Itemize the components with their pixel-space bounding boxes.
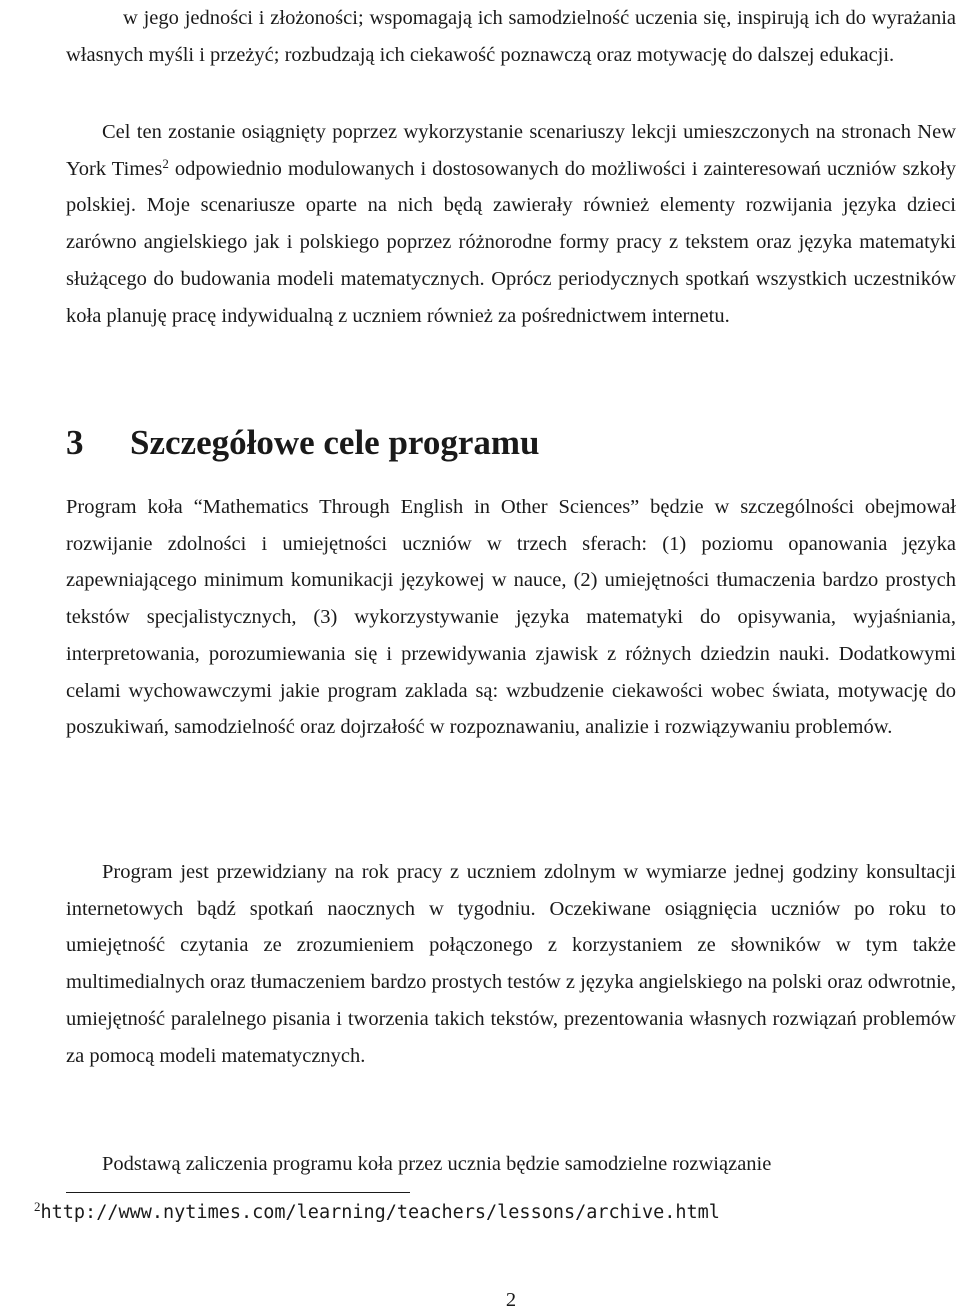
paragraph-text: Podstawą zaliczenia programu koła przez ucznia będzie samodzielne rozwiązanie	[102, 1153, 772, 1175]
section-title: Szczegółowe cele programu	[130, 423, 540, 462]
document-page	[34, 0, 956, 1311]
page-number: 2	[505, 1289, 517, 1311]
paragraph	[66, 489, 956, 746]
paragraph	[66, 1146, 956, 1183]
footnote	[34, 1198, 934, 1228]
paragraph	[66, 854, 956, 1074]
paragraph-text: w jego jedności i złożoności; wspomagają ich samodzielność uczenia się, inspirują ich do wyrażania własnych myśli i przeżyć; rozbudzają ich ciekawość poznawczą oraz motywację do dalszej edukacji.	[66, 7, 956, 66]
paragraph-text: Program koła “Mathematics Through English in Other Sciences” będzie w szczególności obejmował rozwijanie zdolności i umiejętności uczniów w trzech sferach: (1) poziomu opanowania języka zapewniającego minimum komunikacji językowej w nauce, (2) umiejętności tłumaczenia bardzo prostych tekstów specjalistycznych, (3) wykorzystywanie języka matematyki do opisywania, wyjaśniania, interpretowania, porozumiewania się i przewidywania zjawisk z różnych dziedzin nauki. Dodatkowymi celami wychowawczymi jakie program zaklada są: wzbudzenie ciekawości wobec świata, motywację do poszukiwań, samodzielność oraz dojrzałość w rozpoznawaniu, analizie i rozwiązywaniu problemów.	[66, 496, 956, 739]
footnote-divider	[66, 1192, 410, 1193]
footnote-link[interactable]: http://www.nytimes.com/learning/teachers/lessons/archive.html	[40, 1202, 720, 1223]
paragraph-text-part: odpowiednio modulowanych i dostosowanych do możliwości i zainteresowań uczniów szkoły polskiej. Moje scenariusze oparte na nich będą zawierały również elementy rozwijania języka dzieci zarówno angielskiego jak i polskiego poprzez różnorodne formy pracy z tekstem oraz języka matematyki służącego do budowania modeli matematycznych. Oprócz periodycznych spotkań wszystkich uczestników koła planuję pracę indywidualną z uczniem również za pośrednictwem internetu.	[66, 157, 956, 327]
paragraph	[66, 114, 956, 334]
paragraph-text: Program jest przewidziany na rok pracy z uczniem zdolnym w wymiarze jednej godziny konsultacji internetowych bądź spotkań naocznych w tygodniu. Oczekiwane osiągnięcia uczniów po roku to umiejętność czytania ze zrozumieniem połączonego z korzystaniem ze słowników w tym także multimedialnych oraz tłumaczeniem bardzo prostych testów z języka angielskiego na polski oraz odwrotnie, umiejętność paralelnego pisania i tworzenia takich tekstów, prezentowania własnych rozwiązań problemów za pomocą modeli matematycznych.	[66, 861, 956, 1067]
paragraph-text	[66, 114, 956, 334]
footnote-reference[interactable]: 2	[162, 155, 169, 171]
section-number: 3	[66, 423, 84, 462]
section-heading	[66, 418, 956, 468]
paragraph-continuation	[66, 0, 956, 73]
paragraph-text-part: Cel ten zostanie osiągnięty poprzez wykorzystanie scenariuszy lekcji umieszczonych na stronach New York Times	[66, 121, 956, 180]
footnote-mark: 2	[34, 1199, 41, 1214]
